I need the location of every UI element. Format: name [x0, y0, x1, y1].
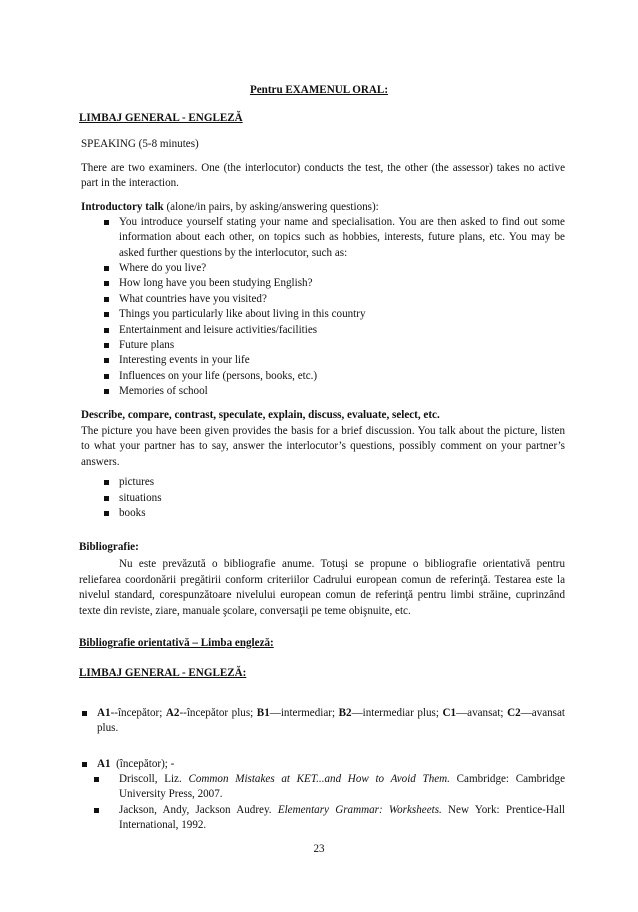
ref-author: Jackson, Andy, Jackson Audrey. — [119, 804, 278, 816]
level-b1: B1 — [256, 707, 270, 719]
exam-title: Pentru EXAMENUL ORAL: — [249, 84, 389, 96]
bullet-icon — [94, 808, 99, 813]
level-c2: C2 — [507, 707, 521, 719]
level-a1: A1 — [97, 707, 111, 719]
bullet-icon — [104, 297, 109, 302]
a1-entry-text: (începător); - — [116, 758, 175, 770]
intro-line — [81, 201, 379, 213]
examiners-paragraph: There are two examiners. One (the interlocutor) conducts the test, the other (the assessor) takes no active part in the interaction. — [81, 162, 565, 190]
a1-entry-label: A1 — [97, 758, 111, 770]
ref-title: Elementary Grammar: Worksheets. — [277, 804, 442, 816]
bullet-icon — [104, 266, 109, 271]
reference-item — [119, 772, 565, 803]
describe-item: books — [119, 507, 146, 519]
bullet-icon — [82, 711, 87, 716]
bullet-icon — [104, 328, 109, 333]
level-a1-text: --începător; — [110, 707, 166, 719]
level-c2-text: —avansat plus. — [97, 707, 565, 735]
bullet-icon — [104, 480, 109, 485]
intro-item: Memories of school — [119, 385, 208, 397]
bullet-icon — [104, 358, 109, 363]
level-a2: A2 — [165, 707, 180, 719]
orientativa-heading: Bibliografie orientativă – Limba engleză: — [79, 637, 274, 649]
intro-item: Future plans — [119, 339, 175, 351]
ref-publisher: New York: Prentice-Hall International, 1992. — [119, 804, 565, 832]
page-number: 23 — [313, 843, 325, 855]
level-b2: B2 — [338, 707, 352, 719]
level-b2-text: —intermediar plus; — [351, 707, 443, 719]
bullet-icon — [104, 389, 109, 394]
bibliografie-first-line: Nu este prevăzută o bibliografie anume. Totuşi se propune o bibliografie orientativă pentru — [119, 558, 565, 570]
describe-item: situations — [119, 492, 162, 504]
bullet-icon — [104, 343, 109, 348]
describe-item: pictures — [119, 476, 155, 488]
orientativa-subheading: LIMBAJ GENERAL - ENGLEZĂ: — [79, 667, 247, 679]
ref-title: Common Mistakes at KET...and How to Avoid Them. — [188, 773, 450, 785]
intro-label: Introductory talk — [81, 201, 164, 213]
describe-paragraph: The picture you have been given provides the basis for a brief discussion. You talk about the picture, listen to what your partner has to say, answer the interlocutor’s questions, possibly comment on your partner’s answers. — [81, 425, 565, 468]
level-b1-text: —intermediar; — [269, 707, 339, 719]
bullet-icon — [104, 374, 109, 379]
speaking-heading: SPEAKING (5-8 minutes) — [81, 138, 199, 150]
describe-heading: Describe, compare, contrast, speculate, explain, discuss, evaluate, select, etc. — [81, 409, 440, 421]
level-c1-text: —avansat; — [456, 707, 508, 719]
bullet-icon — [94, 777, 99, 782]
intro-item: Where do you live? — [119, 262, 207, 274]
levels-paragraph — [97, 706, 565, 737]
intro-item: Things you particularly like about living in this country — [119, 308, 366, 320]
a1-entry — [97, 757, 174, 772]
bibliografie-paragraph: reliefarea coordonării pregătirii conform criteriilor Cadrului european comun de referinţă. Testarea este la nivelul standard, corespunzătoare nivelului european comun de referinţă pentru limbi străine, cuprinzând texte din reviste, ziare, manuale şcolare, conversaţii pe teme obişnuite, etc. — [79, 574, 565, 617]
intro-item: Entertainment and leisure activities/facilities — [119, 324, 318, 336]
level-a2-text: --începător plus; — [179, 707, 257, 719]
bullet-icon — [104, 281, 109, 286]
ref-publisher: Cambridge: Cambridge University Press, 2007. — [119, 773, 565, 801]
bullet-icon — [104, 511, 109, 516]
section-title: LIMBAJ GENERAL - ENGLEZĂ — [79, 112, 243, 124]
intro-first-item: You introduce yourself stating your name and specialisation. You are then asked to find out some information about each other, on topics such as hobbies, interests, future plans, etc. You may be asked further questions by the interlocutor, such as: — [119, 216, 565, 259]
level-c1: C1 — [442, 707, 457, 719]
bullet-icon — [104, 220, 109, 225]
intro-item: What countries have you visited? — [119, 293, 267, 305]
reference-item — [119, 803, 565, 834]
intro-item: How long have you been studying English? — [119, 277, 313, 289]
intro-item: Interesting events in your life — [119, 354, 250, 366]
intro-item: Influences on your life (persons, books, etc.) — [119, 370, 318, 382]
intro-rest: (alone/in pairs, by asking/answering questions): — [163, 201, 379, 213]
bibliografie-heading: Bibliografie: — [79, 541, 139, 553]
bullet-icon — [82, 762, 87, 767]
bullet-icon — [104, 496, 109, 501]
bullet-icon — [104, 312, 109, 317]
ref-author: Driscoll, Liz. — [119, 773, 189, 785]
